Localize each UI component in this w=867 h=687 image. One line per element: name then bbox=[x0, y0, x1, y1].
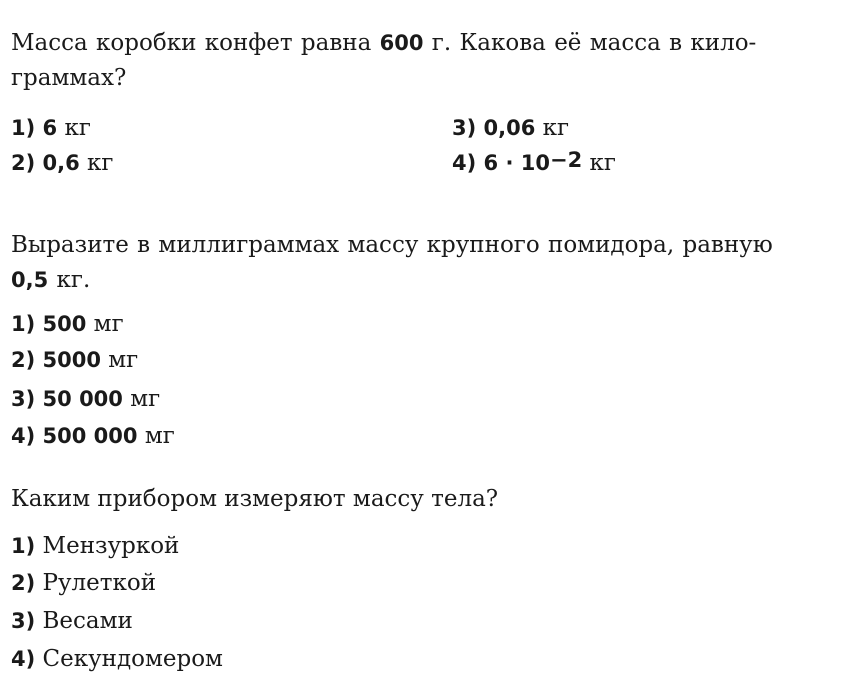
option-unit: кг bbox=[582, 150, 616, 176]
option-text: Секундомером bbox=[42, 646, 223, 672]
option-unit: кг bbox=[79, 150, 114, 176]
question-3-option-3 bbox=[11, 604, 133, 639]
question-1-stem-value: 600 bbox=[379, 31, 424, 55]
question-1-stem-prefix: Масса коробки конфет равна bbox=[11, 30, 380, 56]
question-2-option-3 bbox=[11, 382, 160, 417]
option-number: 4) bbox=[11, 647, 36, 671]
option-value: 500 bbox=[42, 312, 87, 336]
question-3-stem bbox=[11, 482, 859, 517]
option-value: 500 000 bbox=[42, 424, 138, 448]
option-value: 0,06 bbox=[483, 116, 536, 140]
question-1-stem-line2: граммах? bbox=[11, 65, 127, 91]
option-number: 2) bbox=[11, 571, 36, 595]
option-unit: мг bbox=[100, 347, 139, 373]
question-1-stem bbox=[11, 26, 859, 96]
option-unit: мг bbox=[86, 311, 124, 337]
option-value: 6 bbox=[42, 116, 58, 140]
option-unit: кг bbox=[57, 115, 91, 141]
question-2-stem-suffix: кг. bbox=[48, 267, 91, 293]
option-number: 3) bbox=[452, 116, 477, 140]
option-unit: мг bbox=[122, 386, 161, 412]
question-2-stem bbox=[11, 228, 859, 298]
option-number: 4) bbox=[11, 424, 36, 448]
question-1-option-4 bbox=[452, 146, 616, 181]
option-value-base: 6 · 10 bbox=[483, 151, 550, 175]
option-number: 2) bbox=[11, 151, 36, 175]
option-value: 50 000 bbox=[42, 387, 123, 411]
question-1-option-2 bbox=[11, 146, 113, 181]
question-1-stem-suffix: г. Какова её масса в кило- bbox=[423, 30, 757, 56]
option-number: 2) bbox=[11, 348, 36, 372]
option-text: Весами bbox=[42, 608, 133, 634]
question-3-option-4 bbox=[11, 642, 223, 677]
option-number: 1) bbox=[11, 534, 36, 558]
option-unit: мг bbox=[137, 423, 175, 449]
option-value: 0,6 bbox=[42, 151, 80, 175]
option-number: 3) bbox=[11, 609, 36, 633]
option-number: 1) bbox=[11, 312, 36, 336]
question-3-option-1 bbox=[11, 529, 179, 564]
option-number: 1) bbox=[11, 116, 36, 140]
question-1-option-3 bbox=[452, 111, 569, 146]
question-2-stem-line1: Выразите в миллиграммах массу крупного помидора, равную bbox=[11, 232, 773, 258]
option-value: 5000 bbox=[42, 348, 101, 372]
question-2-stem-value: 0,5 bbox=[11, 268, 49, 292]
option-text: Мензуркой bbox=[42, 533, 180, 559]
option-number: 3) bbox=[11, 387, 36, 411]
option-number: 4) bbox=[452, 151, 477, 175]
question-2-option-4 bbox=[11, 419, 175, 454]
question-2-option-2 bbox=[11, 343, 138, 378]
question-1-option-1 bbox=[11, 111, 91, 146]
option-value-exponent: −2 bbox=[549, 148, 583, 172]
question-2-option-1 bbox=[11, 307, 124, 342]
question-3-option-2 bbox=[11, 566, 156, 601]
option-unit: кг bbox=[535, 115, 570, 141]
question-3-stem-text: Каким прибором измеряют массу тела? bbox=[11, 486, 499, 512]
option-text: Рулеткой bbox=[42, 570, 157, 596]
